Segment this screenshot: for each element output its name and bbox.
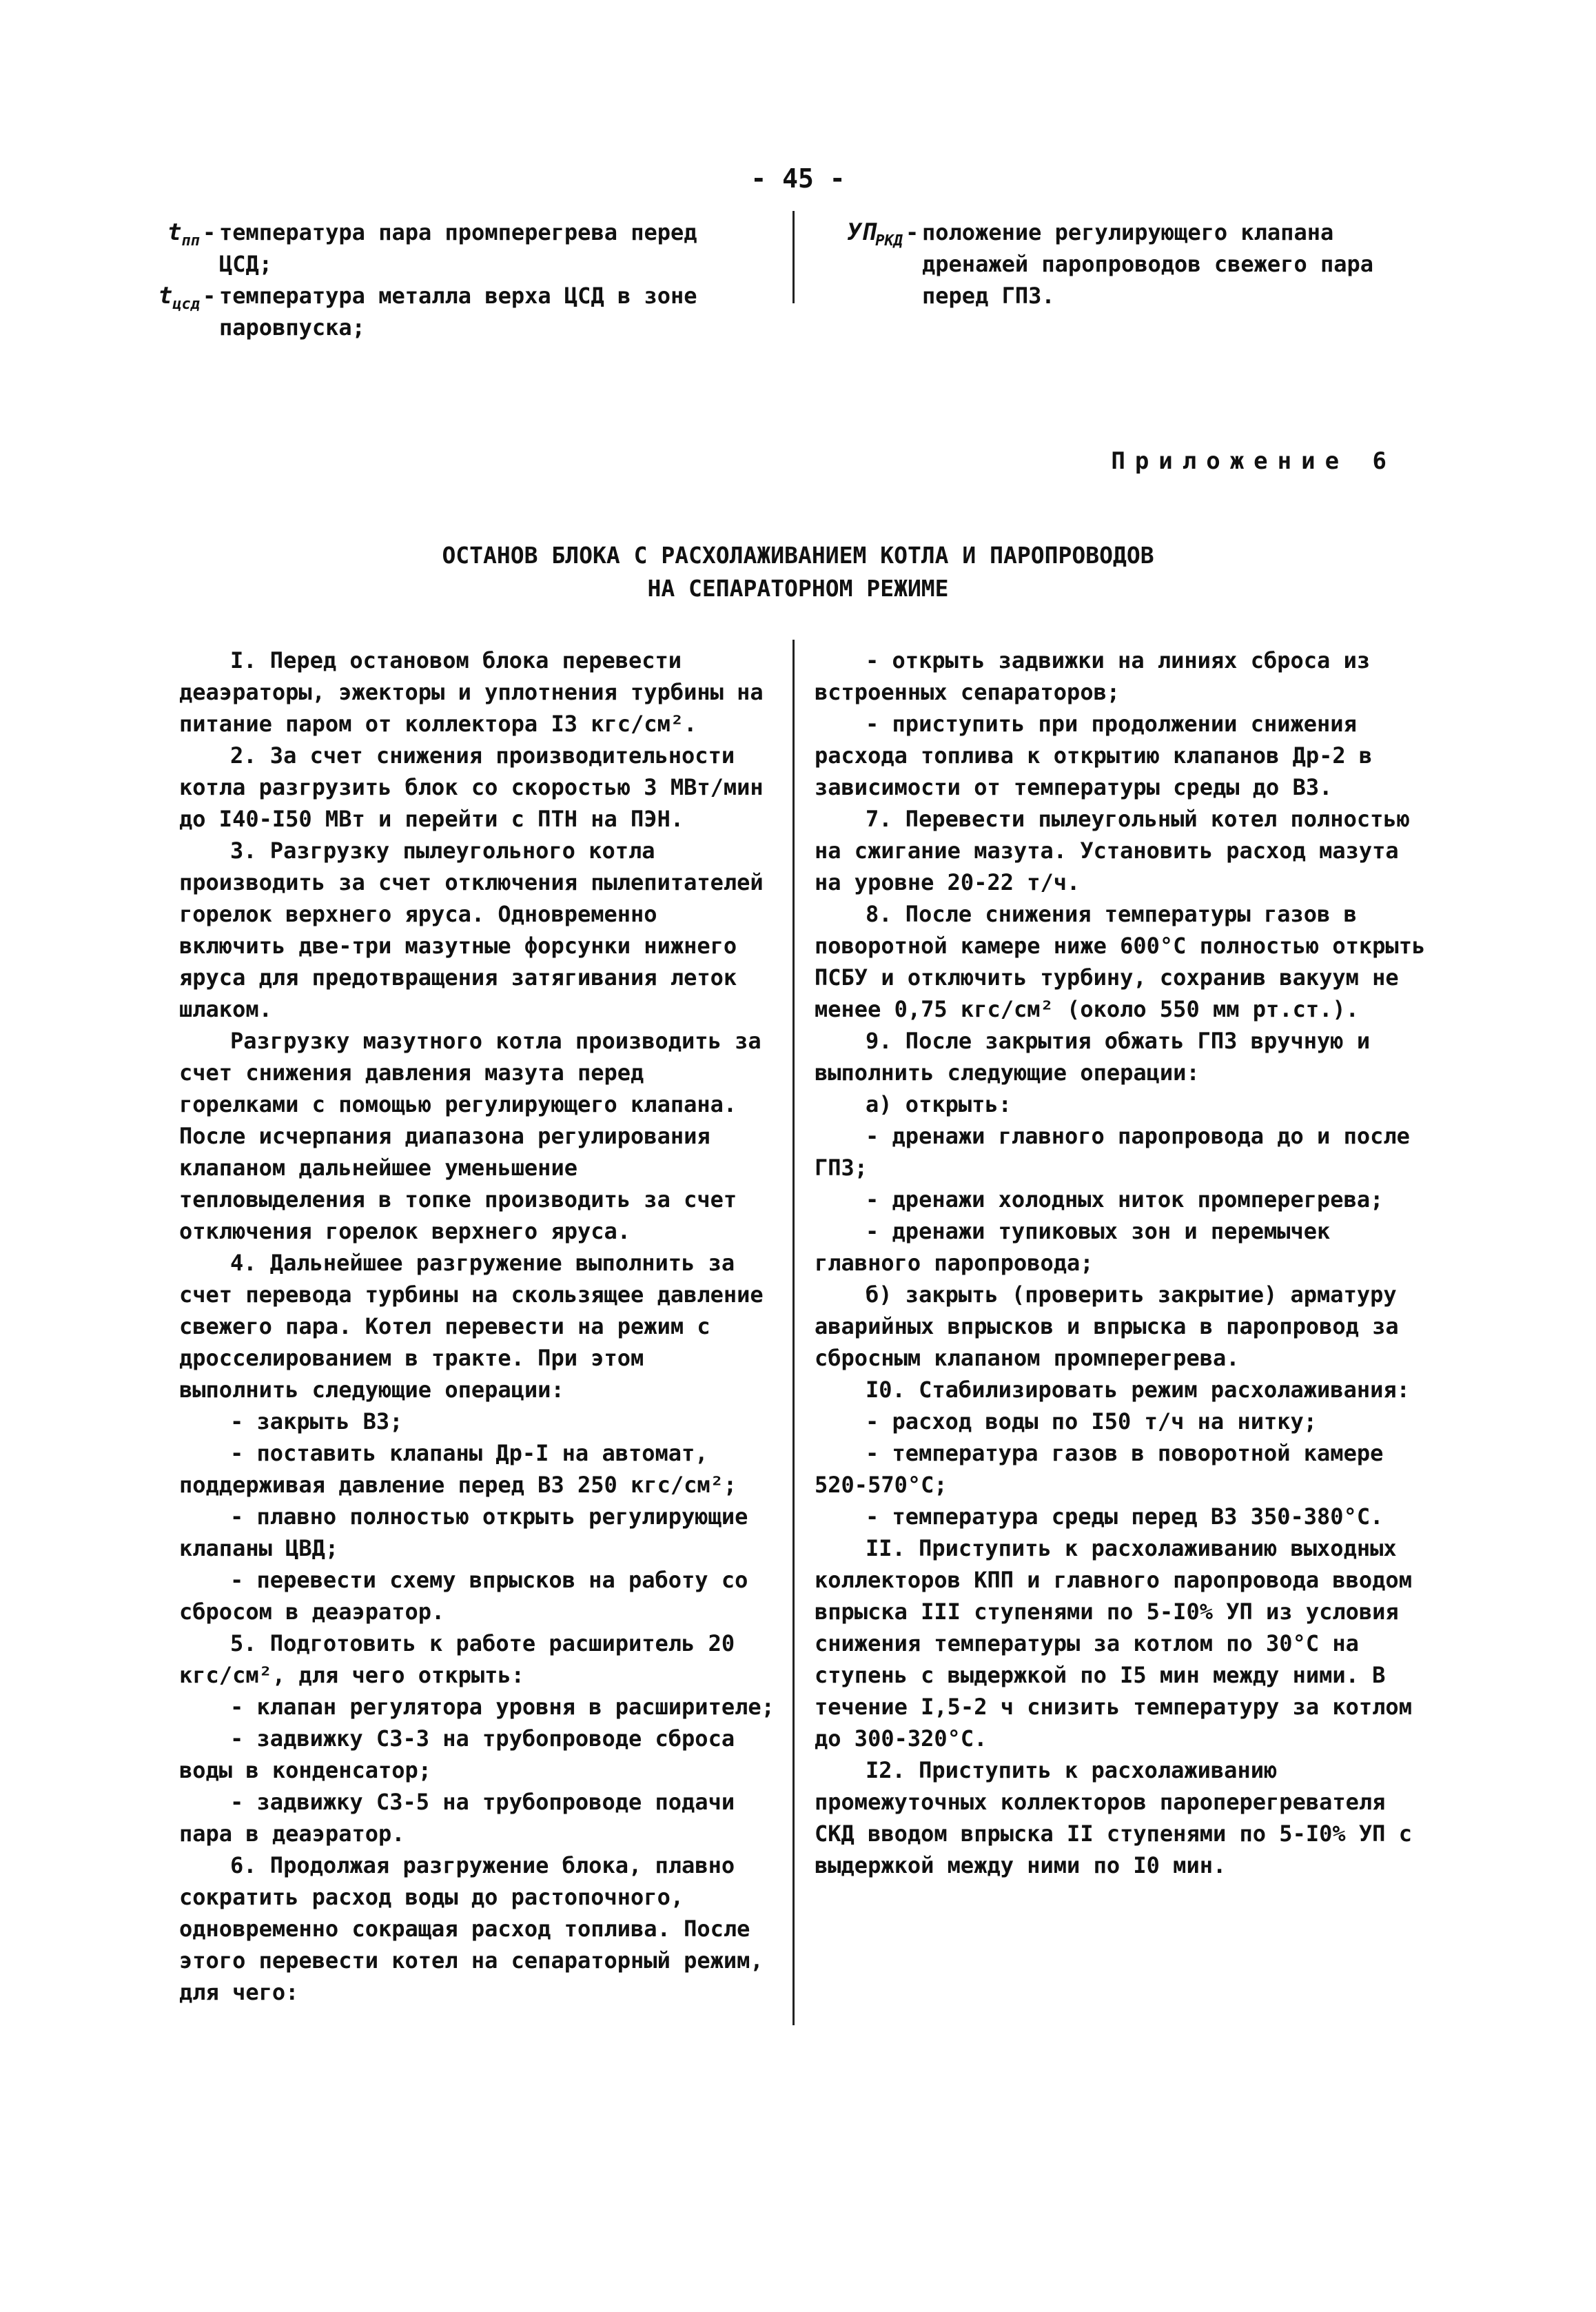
legend-symbol: $УП_{РКД}$ bbox=[847, 219, 903, 250]
legend-divider bbox=[792, 211, 795, 303]
paragraph: II. Приступить к расхолаживанию выходных коллекторов КПП и главного паропровода вводом впрыска III ступенями по 5-I0% УП из условия снижения температуры за котлом по 30°С на ступень с выдержкой по I5 мин между ними. В течение I,5-2 ч снизить температуру за котлом до 300-320°С. bbox=[815, 1535, 1412, 1752]
legend-text: температура пара промперегрева перед ЦСД; bbox=[219, 219, 697, 277]
paragraph: - плавно полностью открыть регулирующие клапаны ЦВД; bbox=[179, 1503, 748, 1561]
paragraph: I0. Стабилизировать режим расхолаживания: bbox=[866, 1377, 1410, 1403]
paragraph: - приступить при продолжении снижения расхода топлива к открытию клапанов Др-2 в зависимости от температуры среды до ВЗ. bbox=[815, 711, 1373, 800]
paragraph: - задвижку СЗ-5 на трубопроводе подачи пара в деаэратор. bbox=[179, 1789, 735, 1847]
right-column bbox=[815, 645, 1435, 1881]
paragraph: 2. За счет снижения производительности котла разгрузить блок со скоростью 3 МВт/мин до I40-I50 МВт и перейти с ПТН на ПЭН. bbox=[179, 742, 764, 832]
paragraph: - клапан регулятора уровня в расширителе; bbox=[230, 1694, 775, 1720]
paragraph: 9. После закрытия обжать ГПЗ вручную и выполнить следующие операции: bbox=[815, 1028, 1371, 1086]
paragraph: а) открыть: bbox=[866, 1091, 1012, 1117]
paragraph: 7. Перевести пылеугольный котел полностью на сжигание мазута. Установить расход мазута на уровне 20-22 т/ч. bbox=[815, 806, 1410, 895]
column-divider bbox=[792, 640, 795, 2025]
paragraph: - открыть задвижки на линиях сброса из встроенных сепараторов; bbox=[815, 647, 1371, 705]
title-line: НА СЕПАРАТОРНОМ РЕЖИМЕ bbox=[647, 575, 949, 602]
paragraph: б) закрыть (проверить закрытие) арматуру аварийных впрысков и впрыска в паропровод за сбросным клапаном промперегрева. bbox=[815, 1281, 1399, 1371]
paragraph: - температура среды перед ВЗ 350-380°С. bbox=[866, 1503, 1384, 1530]
paragraph: 8. После снижения температуры газов в поворотной камере ниже 600°С полностью открыть ПСБУ и отключить турбину, сохранив вакуум не менее 0,75 кгс/см² (около 550 мм рт.ст.). bbox=[815, 901, 1426, 1022]
legend-dash: - bbox=[203, 219, 216, 245]
legend-symbol: $t_{цсд}$ bbox=[158, 282, 200, 313]
paragraph: - задвижку СЗ-3 на трубопроводе сброса воды в конденсатор; bbox=[179, 1725, 735, 1783]
paragraph: 6. Продолжая разгружение блока, плавно сократить расход воды до растопочного, одновременно сокращая расход топлива. После этого перевести котел на сепараторный режим, для чего: bbox=[179, 1852, 764, 2005]
paragraph: - температура газов в поворотной камере 520-570°С; bbox=[815, 1440, 1384, 1498]
paragraph: - поставить клапаны Др-I на автомат, поддерживая давление перед ВЗ 250 кгс/см²; bbox=[179, 1440, 737, 1498]
title-line: ОСТАНОВ БЛОКА С РАСХОЛАЖИВАНИЕМ КОТЛА И ПАРОПРОВОДОВ bbox=[442, 542, 1154, 569]
document-title bbox=[0, 539, 1596, 605]
paragraph: I2. Приступить к расхолаживанию промежуточных коллекторов пароперегревателя СКД вводом впрыска II ступенями по 5-I0% УП с выдержкой между ними по I0 мин. bbox=[815, 1757, 1412, 1878]
legend-text: температура металла верха ЦСД в зоне паровпуска; bbox=[219, 283, 697, 341]
paragraph: Разгрузку мазутного котла производить за счет снижения давления мазута перед горелками с помощью регулирующего клапана. После исчерпания диапазона регулирования клапаном дальнейшее уменьшение тепловыделения в топке производить за счет отключения горелок верхнего яруса. bbox=[179, 1028, 761, 1244]
left-column bbox=[179, 645, 775, 2008]
paragraph: I. Перед остановом блока перевести деаэраторы, эжекторы и уплотнения турбины на питание паром от коллектора I3 кгс/см². bbox=[179, 647, 764, 737]
paragraph: - дренажи холодных ниток промперегрева; bbox=[866, 1186, 1384, 1213]
legend-dash: - bbox=[906, 219, 919, 245]
legend-dash: - bbox=[203, 283, 216, 309]
page-number: - 45 - bbox=[750, 163, 846, 194]
paragraph: 5. Подготовить к работе расширитель 20 кгс/см², для чего открыть: bbox=[179, 1630, 735, 1688]
paragraph: - закрыть ВЗ; bbox=[230, 1408, 403, 1434]
paragraph: - расход воды по I50 т/ч на нитку; bbox=[866, 1408, 1318, 1434]
appendix-label: Приложение 6 bbox=[1111, 447, 1396, 475]
paragraph: - дренажи тупиковых зон и перемычек главного паропровода; bbox=[815, 1218, 1331, 1276]
legend-symbol: $t_{пп}$ bbox=[167, 219, 200, 250]
paragraph: 3. Разгрузку пылеугольного котла производить за счет отключения пылепитателей горелок верхнего яруса. Одновременно включить две-три мазутные форсунки нижнего яруса для предотвращения затягивания леток шлаком. bbox=[179, 838, 764, 1022]
legend-text: положение регулирующего клапана дренажей паропроводов свежего пара перед ГПЗ. bbox=[922, 219, 1374, 309]
paragraph: 4. Дальнейшее разгружение выполнить за счет перевода турбины на скользящее давление свежего пара. Котел перевести на режим с дросселированием в тракте. При этом выполнить следующие операции: bbox=[179, 1250, 764, 1403]
paragraph: - дренажи главного паропровода до и после ГПЗ; bbox=[815, 1123, 1410, 1181]
paragraph: - перевести схему впрысков на работу со сбросом в деаэратор. bbox=[179, 1567, 748, 1625]
